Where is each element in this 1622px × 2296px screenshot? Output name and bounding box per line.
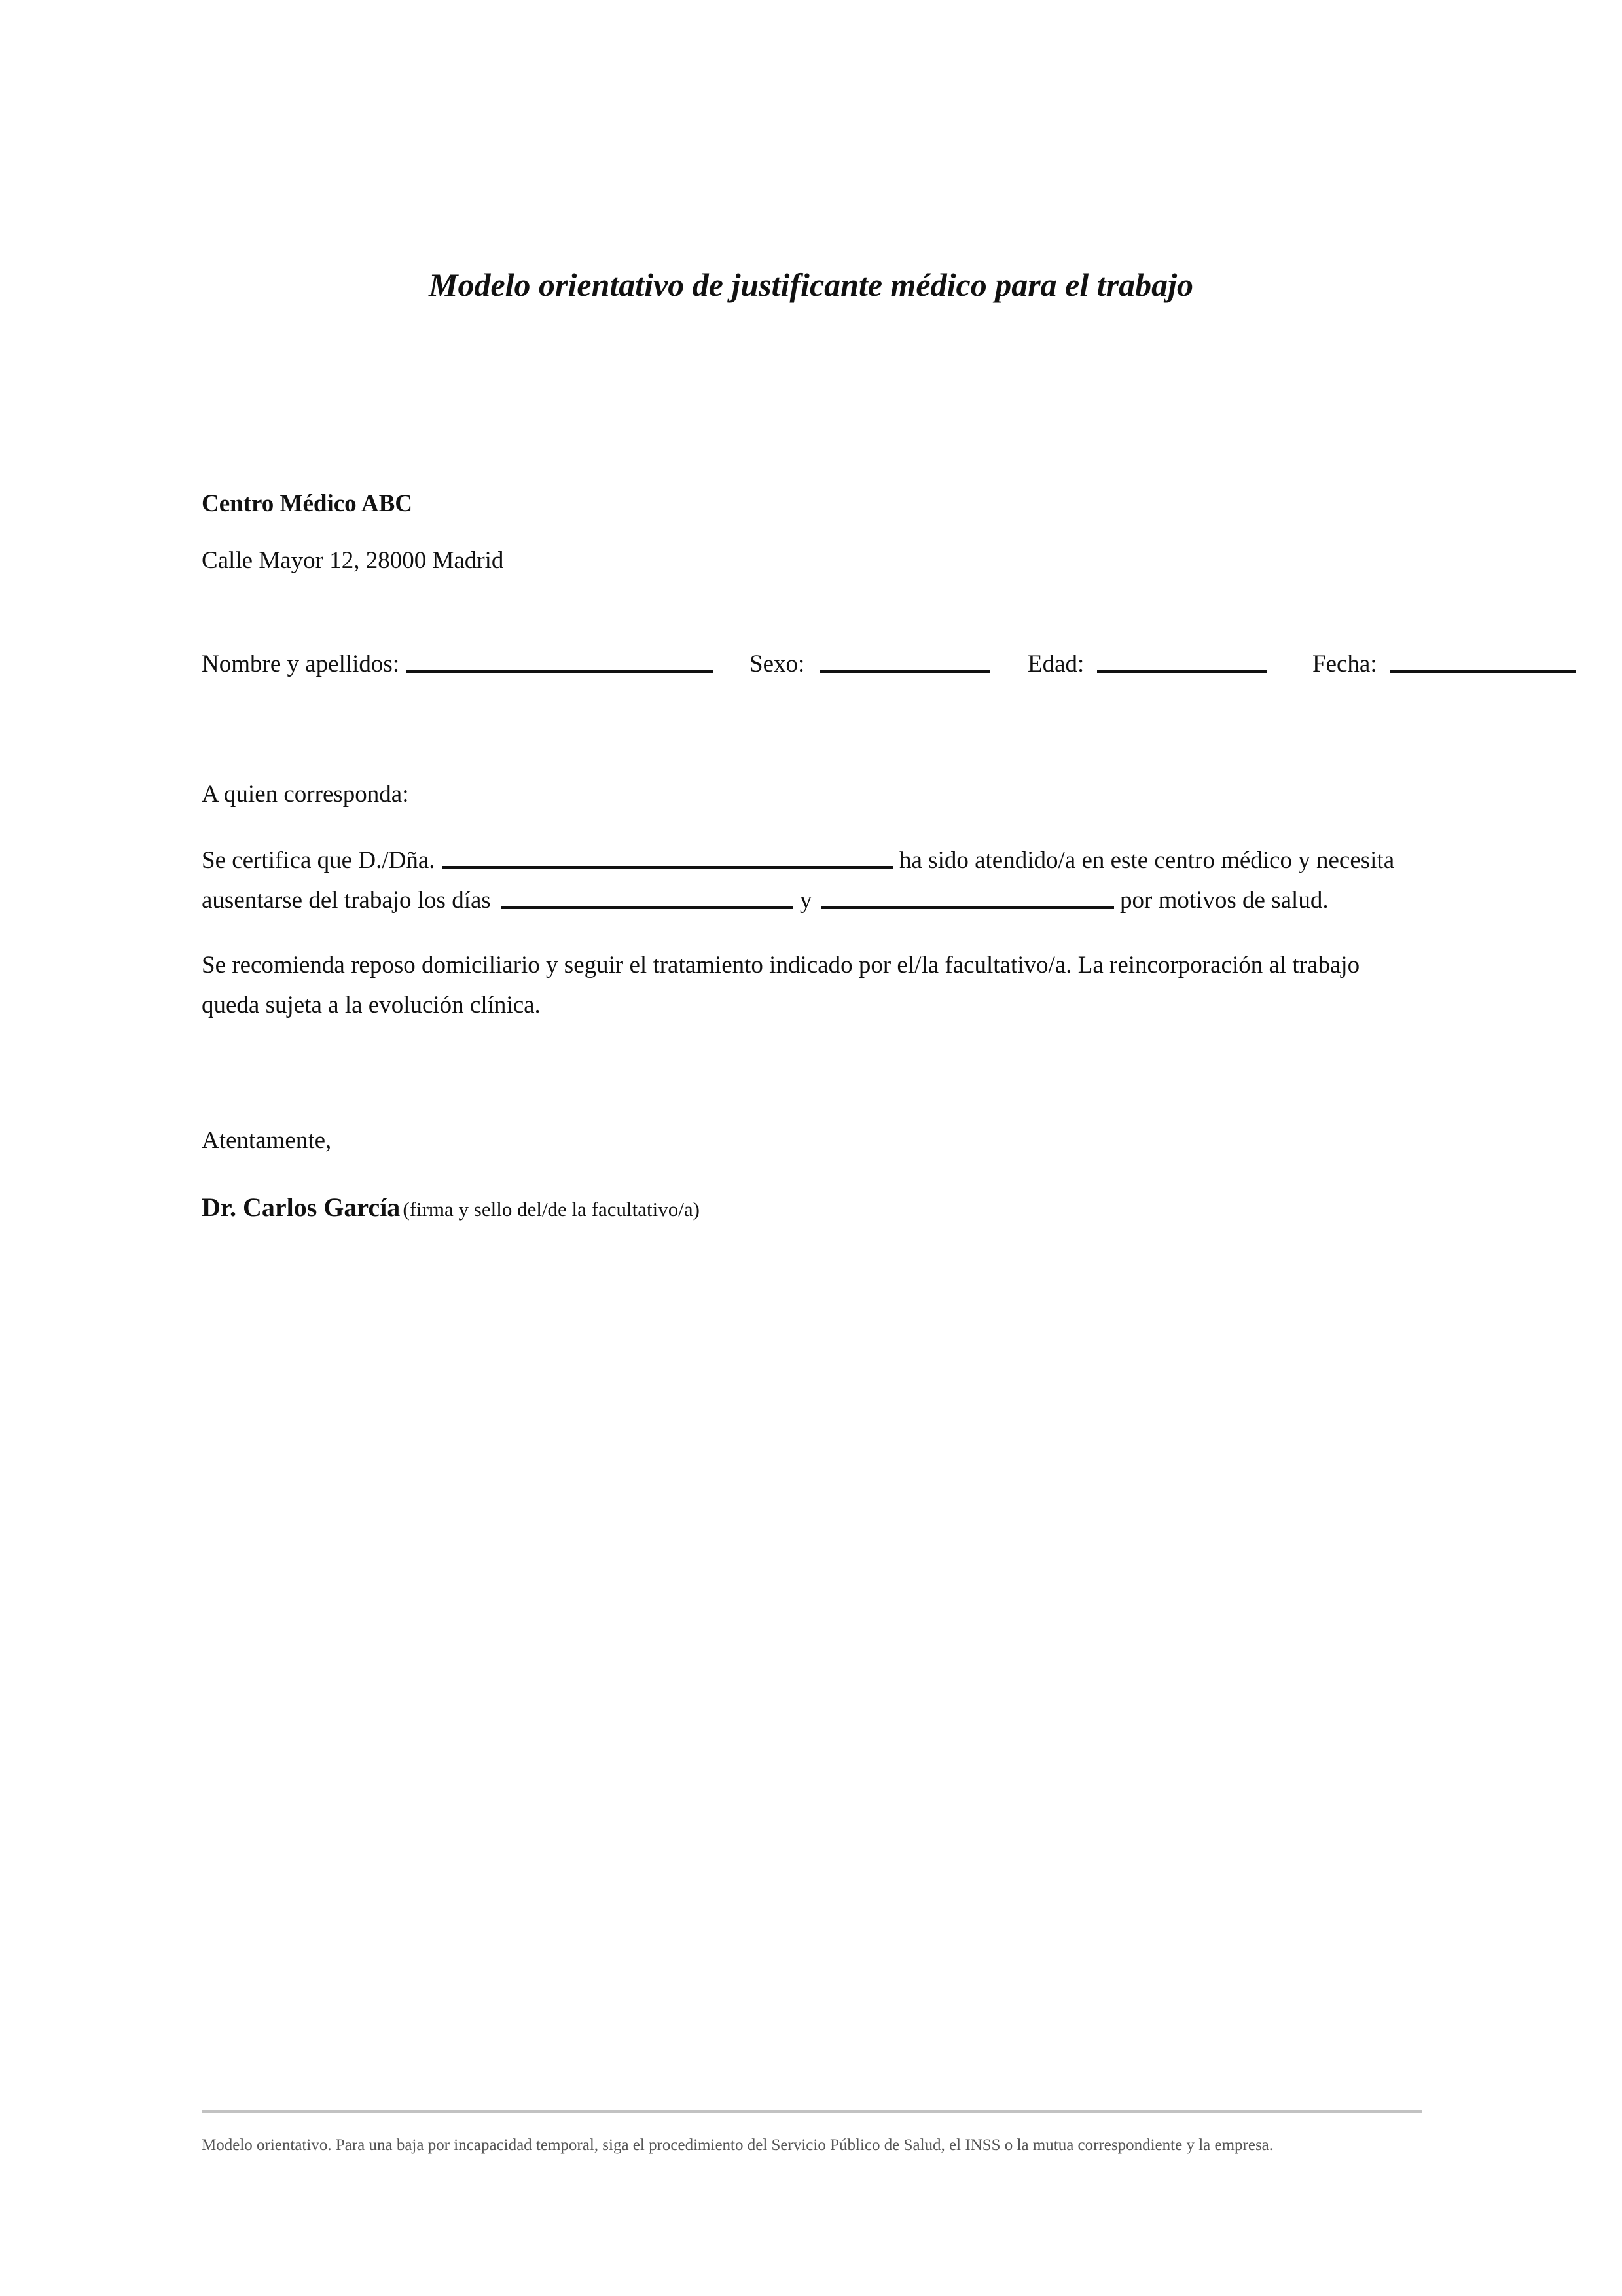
- sex-field[interactable]: [820, 670, 990, 673]
- certify-prefix: Se certifica que D./Dña.: [202, 847, 435, 874]
- patient-name-field[interactable]: [442, 866, 893, 869]
- absence-start-field[interactable]: [501, 906, 793, 909]
- sex-label: Sexo:: [749, 651, 805, 677]
- absence-suffix: por motivos de salud.: [1120, 887, 1329, 914]
- signature-note: (firma y sello del/de la facultativo/a): [403, 1198, 700, 1221]
- name-label: Nombre y apellidos:: [202, 651, 400, 677]
- footer-divider: [202, 2110, 1422, 2113]
- signature-block: [202, 1191, 700, 1230]
- certification-line: [202, 846, 1511, 878]
- name-field[interactable]: [406, 670, 713, 673]
- absence-connector: y: [800, 887, 812, 914]
- salutation: A quien corresponda:: [202, 781, 409, 808]
- age-field[interactable]: [1097, 670, 1267, 673]
- absence-line: [202, 886, 1511, 918]
- page-title: Modelo orientativo de justificante médico para el trabajo: [429, 266, 1193, 303]
- clinic-address: Calle Mayor 12, 28000 Madrid: [202, 547, 504, 574]
- certify-suffix: ha sido atendido/a en este centro médico y necesita: [899, 847, 1395, 874]
- clinic-name: Centro Médico ABC: [202, 490, 412, 517]
- absence-end-field[interactable]: [821, 906, 1114, 909]
- doctor-name: Dr. Carlos García: [202, 1193, 401, 1222]
- patient-fields-row: [202, 649, 1589, 682]
- date-field[interactable]: [1390, 670, 1576, 673]
- age-label: Edad:: [1028, 651, 1085, 677]
- absence-prefix: ausentarse del trabajo los días: [202, 887, 491, 914]
- recommendation-line-2: queda sujeta a la evolución clínica.: [202, 992, 541, 1018]
- date-label: Fecha:: [1312, 651, 1377, 677]
- closing: Atentamente,: [202, 1127, 332, 1154]
- recommendation-line-1: Se recomienda reposo domiciliario y seguir el tratamiento indicado por el/la facultativo/a. La reincorporación al trabajo: [202, 952, 1360, 978]
- footer-disclaimer: Modelo orientativo. Para una baja por incapacidad temporal, siga el procedimiento del Servicio Público de Salud, el INSS o la mutua correspondiente y la empresa.: [202, 2136, 1274, 2154]
